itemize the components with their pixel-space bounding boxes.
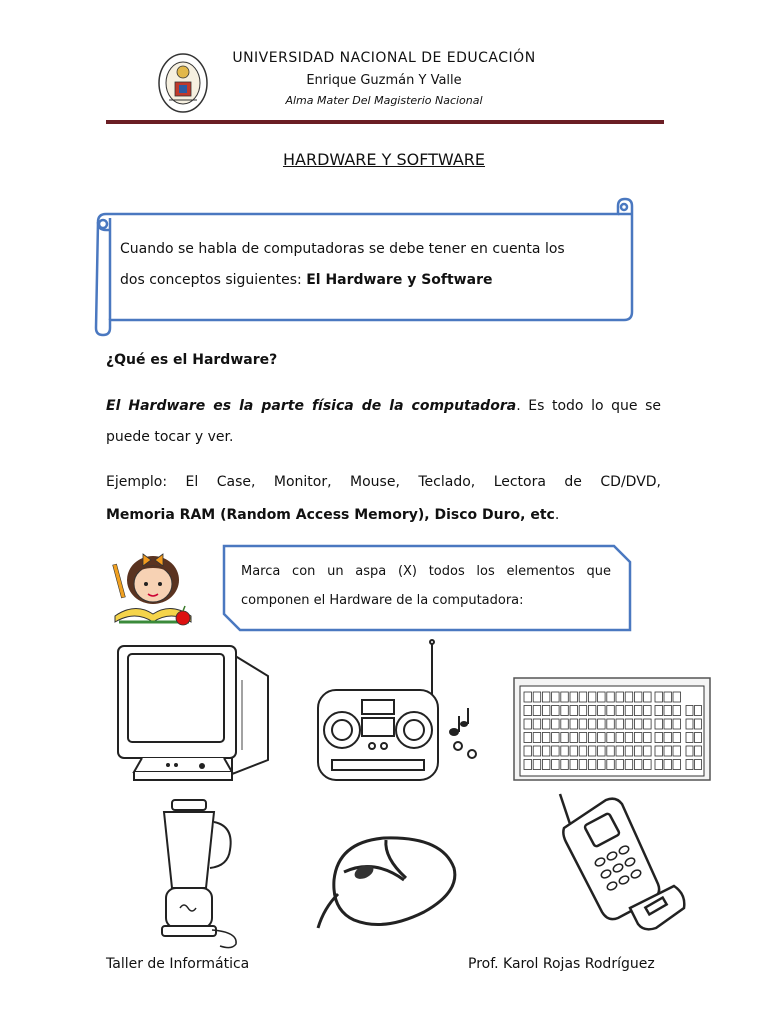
instruction-line-2: componen el Hardware de la computadora: [241,593,524,608]
example-line-2 [106,507,559,523]
footer-teacher: Prof. Karol Rojas Rodríguez [468,956,655,972]
radio-icon[interactable] [312,638,480,788]
blender-icon[interactable] [150,796,242,952]
intro-scroll-box [88,196,638,338]
definition-line-1 [106,398,661,414]
instruction-line-1: Marca con un aspa (X) todos los elementos que [241,564,611,579]
example-bold: Memoria RAM (Random Access Memory), Disco Duro, etc [106,507,555,523]
university-motto: Alma Mater Del Magisterio Nacional [285,94,483,107]
monitor-icon[interactable] [112,640,274,790]
header-divider [106,120,664,124]
footer-course: Taller de Informática [106,956,250,972]
instruction-box [222,544,632,632]
university-subtitle: Enrique Guzmán Y Valle [306,73,462,88]
intro-line-2-prefix: dos conceptos siguientes: [120,272,307,288]
question-heading: ¿Qué es el Hardware? [106,352,278,368]
definition-rest: . Es todo lo que se [516,398,661,414]
intro-line-1: Cuando se habla de computadoras se debe tener en cuenta los [120,241,565,257]
keyboard-icon[interactable] [512,676,712,782]
girl-reading-icon [105,546,197,630]
definition-line-2: puede tocar y ver. [106,429,234,445]
definition-bold: El Hardware es la parte física de la computadora [106,398,517,414]
cell-phone-icon[interactable] [546,790,690,938]
intro-concepts: El Hardware y Software [306,272,493,288]
document-title: HARDWARE Y SOFTWARE [282,150,486,169]
example-end: . [554,507,560,523]
university-name: UNIVERSIDAD NACIONAL DE EDUCACIÓN [232,50,536,66]
intro-line-2 [120,272,610,288]
mouse-icon[interactable] [314,828,462,938]
example-line-1: Ejemplo: El Case, Monitor, Mouse, Teclado, Lectora de CD/DVD, [106,474,661,490]
